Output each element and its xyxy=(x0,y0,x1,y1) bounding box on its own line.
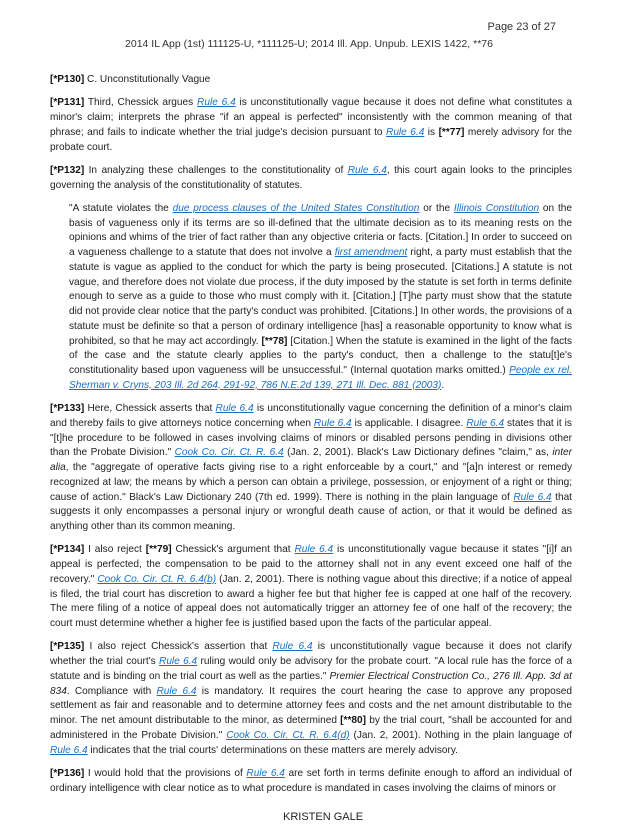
text: [Citation.] When the statute is examined in the light of the facts of the case and the statute clearly applies to the party's conduct, then a challenge to the statu[t]e's constitutionality based upon vagueness will be unsuccessful." (Internal quotation marks omitted.) xyxy=(69,335,572,376)
text: or the xyxy=(419,202,454,214)
paragraph xyxy=(50,767,572,797)
citation-link[interactable]: Rule 6.4 xyxy=(313,417,352,429)
citation-link[interactable]: People ex rel. Sherman v. Cryns, 203 Ill. 2d 264, 291-92, 786 N.E.2d 139, 271 Ill. Dec. 881 (2003) xyxy=(69,365,572,391)
paragraph-marker: [**79] xyxy=(145,544,172,556)
citation-link[interactable]: Rule 6.4 xyxy=(50,744,88,756)
text: indicates that the trial courts' determinations on these matters are merely advisory. xyxy=(87,744,458,756)
citation-link[interactable]: Rule 6.4 xyxy=(215,403,254,414)
citation-link[interactable]: first amendment xyxy=(334,247,408,258)
text: Here, Chessick asserts that xyxy=(84,403,216,414)
citation-link[interactable]: Rule 6.4 xyxy=(159,656,198,667)
text: is unconstitutionally vague concerning the definition of a minor's claim and thereby fails to give attorneys notice concerning when xyxy=(50,403,572,429)
citation-link[interactable]: Rule 6.4 xyxy=(246,767,285,779)
block-quote xyxy=(69,202,572,394)
text: , this court again looks to the principles governing the analysis of the constitutionality of statutes. xyxy=(50,164,573,191)
citation-link[interactable]: Illinois Constitution xyxy=(453,202,540,214)
text: I would hold that the provisions of xyxy=(84,767,247,779)
paragraph-marker: [*P132] xyxy=(50,164,85,176)
page-number: Page 23 of 27 xyxy=(487,21,556,33)
paragraph-marker: [**78] xyxy=(261,335,288,347)
text: . xyxy=(441,379,445,391)
footer-name: KRISTEN GALE xyxy=(283,811,364,824)
paragraph xyxy=(50,96,572,155)
paragraph-marker: [*P134] xyxy=(50,544,85,556)
italic-text: Premier Electrical Construction Co., 276 Ill. App. 3d at 834 xyxy=(50,670,572,697)
text: on the basis of vagueness only if its terms are so ill-defined that the ultimate decision as to its meaning rests on the opinions and whims of the trier of fact rather than any objective criteria or facts. [Citation.] In order to succeed on a vagueness challenge to a statute that does not involve a xyxy=(69,202,573,258)
citation-link[interactable]: Rule 6.4 xyxy=(156,685,197,697)
text: Chessick's argument that xyxy=(171,544,295,556)
italic-text: inter alia xyxy=(50,447,573,473)
text: states that it is "[t]he procedure to be followed in cases involving claims of minors or disabled persons pending in divisions other than the Probate Division." xyxy=(50,417,572,459)
paragraph xyxy=(50,402,572,535)
paragraph-marker: [*P135] xyxy=(50,641,85,653)
text: is unconstitutionally vague because it does not clarify whether the trial court's xyxy=(50,641,572,667)
text: (Jan. 2, 2001). There is nothing vague about this directive; if a notice of appeal is filed, the trial court has discretion to award a higher fee but that higher fee is capped at one half of the recovery. The mere filing of a notice of appeal does not automatically trigger an attorney fee of one half of the recovery; the court must determine whether a higher fee is justified based upon the facts of the particular appeal. xyxy=(50,573,572,629)
text: (Jan. 2, 2001). Black's Law Dictionary defines "claim," as, xyxy=(283,447,553,459)
text: C. Unconstitutionally Vague xyxy=(84,74,211,85)
text: right, a party must establish that the statute is vague as applied to the conduct for which the party is being prosecuted. [Citations.] A statute is not vague, and therefore does not violate due process, if the duty imposed by the statute is set forth in terms definite enough to serve as a guide to those who must comply with it. [Citation.] [T]he party must show that the statute did not provide clear notice that the party's conduct was prohibited. [Citations.] In other words, the provisions of a statute must be definite so that a person of ordinary intelligence [has] a reasonable opportunity to know what is prohibited, so that he may act accordingly. xyxy=(69,247,572,347)
text: I also reject Chessick's assertion that xyxy=(84,641,273,653)
text: . Compliance with xyxy=(66,685,157,697)
citation-link[interactable]: Rule 6.4 xyxy=(386,126,425,138)
paragraph xyxy=(50,164,572,194)
text: ruling would only be advisory for the probate court. "A local rule has the force of a statute and is binding on the trial court as well as the parties." xyxy=(50,656,572,682)
citation-link[interactable]: Rule 6.4 xyxy=(294,544,334,556)
text: is unconstitutionally vague because it states "[i]f an appeal is perfected, the compensation to be paid to the attorney shall not in any event exceed one half of the recovery." xyxy=(50,544,572,585)
citation-link[interactable]: Cook Co. Cir. Ct. R. 6.4(b) xyxy=(97,573,217,585)
paragraph-marker: [**80] xyxy=(340,715,366,726)
case-citation-header: 2014 IL App (1st) 111125-U, *111125-U; 2014 Ill. App. Unpub. LEXIS 1422, **76 xyxy=(125,38,493,50)
page-header xyxy=(0,0,618,51)
citation-link[interactable]: Rule 6.4 xyxy=(347,164,387,176)
citation-link[interactable]: Cook Co. Cir. Ct. R. 6.4(d) xyxy=(226,729,350,741)
citation-link[interactable]: Rule 6.4 xyxy=(466,417,505,429)
document-body xyxy=(50,73,572,796)
paragraph-marker: [*P130] xyxy=(50,74,85,85)
text: (Jan. 2, 2001). Nothing in the plain language of xyxy=(349,729,572,741)
text: is applicable. I disagree. xyxy=(351,417,467,429)
text: is mandatory. It requires the court hearing the case to approve any proposed settlement as fair and reasonable and to determine attorney fees and costs and the net amount distributable to the minor. The net amount distributable to the minor, as determined xyxy=(50,685,572,726)
citation-link[interactable]: Cook Co. Cir. Ct. R. 6.4 xyxy=(174,447,284,459)
paragraph xyxy=(50,543,572,632)
paragraph-marker: [*P133] xyxy=(50,403,85,414)
text: are set forth in terms definite enough to afford an individual of ordinary intelligence with clear notice as to what procedure is mandated in cases involving the claims of minors or xyxy=(50,767,572,794)
text: is unconstitutionally vague because it does not define what constitutes a minor's claim; interprets the phrase "if an appeal is perfected" inconsistently with the common meaning of that phrase; and fails to indicate whether the trial judge's decision pursuant to xyxy=(50,97,572,138)
paragraph xyxy=(50,73,572,88)
paragraph-marker: [*P136] xyxy=(50,767,85,779)
citation-link[interactable]: Rule 6.4 xyxy=(272,641,313,653)
text: merely advisory for the probate court. xyxy=(50,126,572,153)
text: Third, Chessick argues xyxy=(84,97,198,109)
text: In analyzing these challenges to the constitutionality of xyxy=(84,164,348,176)
citation-link[interactable]: due process clauses of the United States Constitution xyxy=(172,202,420,214)
paragraph-marker: [*P131] xyxy=(50,97,85,109)
text: by the trial court, "shall be accounted for and administered in the Probate Division." xyxy=(50,715,572,741)
text: that suggests it only encompasses a personal injury or wrongful death cause of action, or that it would be defined as anything other than its common meaning. xyxy=(50,491,572,532)
citation-link[interactable]: Rule 6.4 xyxy=(513,491,552,503)
text: is xyxy=(424,126,439,138)
paragraph xyxy=(50,640,572,758)
text: I also reject xyxy=(84,544,146,556)
text: , the "aggregate of operative facts giving rise to a right enforceable by a court," and "[a]n interest or remedy recognized at law; the means by which a person can obtain a privilege, possession, or enjoyment of a right or thing; cause of action." Black's Law Dictionary 240 (7th ed. 1999). There is nothing in the plain language of xyxy=(50,462,572,503)
paragraph-marker: [**77] xyxy=(438,126,465,138)
citation-link[interactable]: Rule 6.4 xyxy=(197,97,236,109)
text: "A statute violates the xyxy=(69,202,173,214)
